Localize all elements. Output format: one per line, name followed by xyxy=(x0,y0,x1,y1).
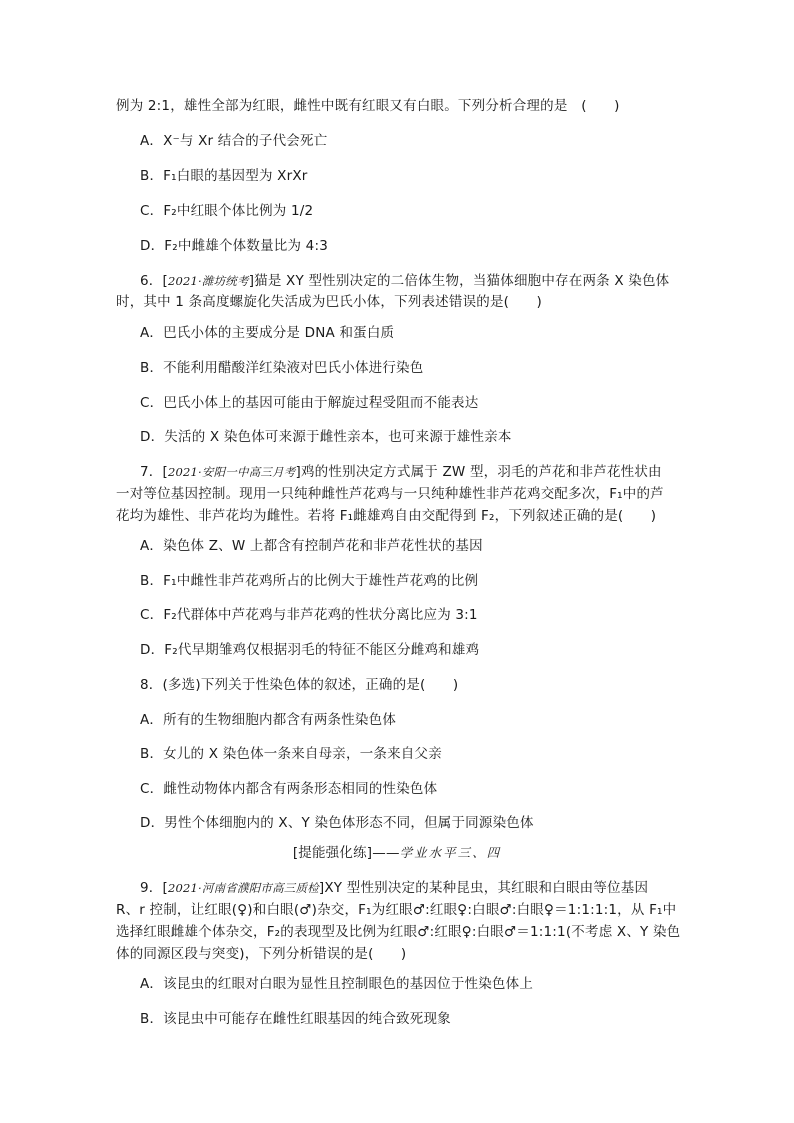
q6-number: 6．[ xyxy=(140,273,168,289)
q7-option-b: B．F₁中雌性非芦花鸡所占的比例大于雄性芦花鸡的比例 xyxy=(140,573,479,589)
q5-option-d: D．F₂中雌雄个体数量比为 4:3 xyxy=(140,238,328,254)
q9-number: 9．[ xyxy=(140,880,168,896)
q9-stem-line-3: 选择红眼雌雄个体杂交，F₂的表现型及比例为红眼♂:红眼♀:白眼♂＝1:1:1(不考虑 X、Y 染色 xyxy=(116,924,681,940)
q7-stem-line-3: 花均为雄性、非芦花均为雌性。若将 F₁雌雄鸡自由交配得到 F₂，下列叙述正确的是( ) xyxy=(116,508,657,524)
q9-option-b: B．该昆虫中可能存在雌性红眼基因的纯合致死现象 xyxy=(140,1011,451,1027)
q7-source: 2021·安阳一中高三月考 xyxy=(167,465,296,479)
q5-option-c: C．F₂中红眼个体比例为 1/2 xyxy=(140,203,314,219)
q8-option-a: A．所有的生物细胞内都含有两条性染色体 xyxy=(140,712,397,728)
q9-stem-text: ]XY 型性别决定的某种昆虫，其红眼和白眼由等位基因 xyxy=(318,880,649,896)
q7-option-d: D．F₂代早期雏鸡仅根据羽毛的特征不能区分雌鸡和雄鸡 xyxy=(140,642,480,658)
q6-option-c: C．巴氏小体上的基因可能由于解旋过程受阻而不能表达 xyxy=(140,395,479,411)
q9-stem-line-2: R、r 控制，让红眼(♀)和白眼(♂)杂交，F₁为红眼♂:红眼♀:白眼♂:白眼♀＝1:1:1:1，从 F₁中 xyxy=(116,902,677,918)
q6-source: 2021·潍坊统考 xyxy=(167,274,249,288)
q6-option-a: A．巴氏小体的主要成分是 DNA 和蛋白质 xyxy=(140,325,395,341)
q9-stem-line-4: 体的同源区段与突变)，下列分析错误的是( ) xyxy=(116,946,407,962)
q7-stem-line-2: 一对等位基因控制。现用一只纯种雌性芦花鸡与一只纯种雄性非芦花鸡交配多次，F₁中的芦 xyxy=(116,486,664,502)
q9-source: 2021·河南省濮阳市高三质检 xyxy=(167,881,319,895)
q7-option-a: A．染色体 Z、W 上都含有控制芦花和非芦花性状的基因 xyxy=(140,538,483,554)
q9-stem-line-1 xyxy=(140,879,648,897)
q5-option-a: A．X⁻与 Xr 结合的子代会死亡 xyxy=(140,133,328,149)
q8-option-b: B．女儿的 X 染色体一条来自母亲，一条来自父亲 xyxy=(140,746,442,762)
section-subtitle: 学业水平三、四 xyxy=(399,845,502,860)
q7-number: 7．[ xyxy=(140,464,168,480)
q8-stem-line: 8．(多选)下列关于性染色体的叙述，正确的是( ) xyxy=(140,677,459,693)
q8-option-c: C．雌性动物体内都含有两条形态相同的性染色体 xyxy=(140,781,438,797)
q6-option-d: D．失活的 X 染色体可来源于雌性亲本，也可来源于雄性亲本 xyxy=(140,429,512,445)
q6-option-b: B．不能利用醋酸洋红染液对巴氏小体进行染色 xyxy=(140,360,424,376)
q5-stem-line: 例为 2:1，雄性全部为红眼，雌性中既有红眼又有白眼。下列分析合理的是 ( ) xyxy=(116,98,620,114)
section-heading xyxy=(0,844,794,862)
q5-option-b: B．F₁白眼的基因型为 XrXr xyxy=(140,168,308,184)
q9-option-a: A．该昆虫的红眼对白眼为显性且控制眼色的基因位于性染色体上 xyxy=(140,976,534,992)
q7-option-c: C．F₂代群体中芦花鸡与非芦花鸡的性状分离比应为 3:1 xyxy=(140,607,478,623)
q8-option-d: D．男性个体细胞内的 X、Y 染色体形态不同，但属于同源染色体 xyxy=(140,815,534,831)
q6-stem-line-2: 时，其中 1 条高度螺旋化失活成为巴氏小体，下列表述错误的是( ) xyxy=(116,294,543,310)
q6-stem-text: ]猫是 XY 型性别决定的二倍体生物，当猫体细胞中存在两条 X 染色体 xyxy=(248,273,670,289)
q7-stem-text: ]鸡的性别决定方式属于 ZW 型，羽毛的芦花和非芦花性状由 xyxy=(295,464,662,480)
section-title: [提能强化练]—— xyxy=(292,845,400,861)
q7-stem-line-1 xyxy=(140,463,662,481)
q6-stem-line-1 xyxy=(140,272,669,290)
